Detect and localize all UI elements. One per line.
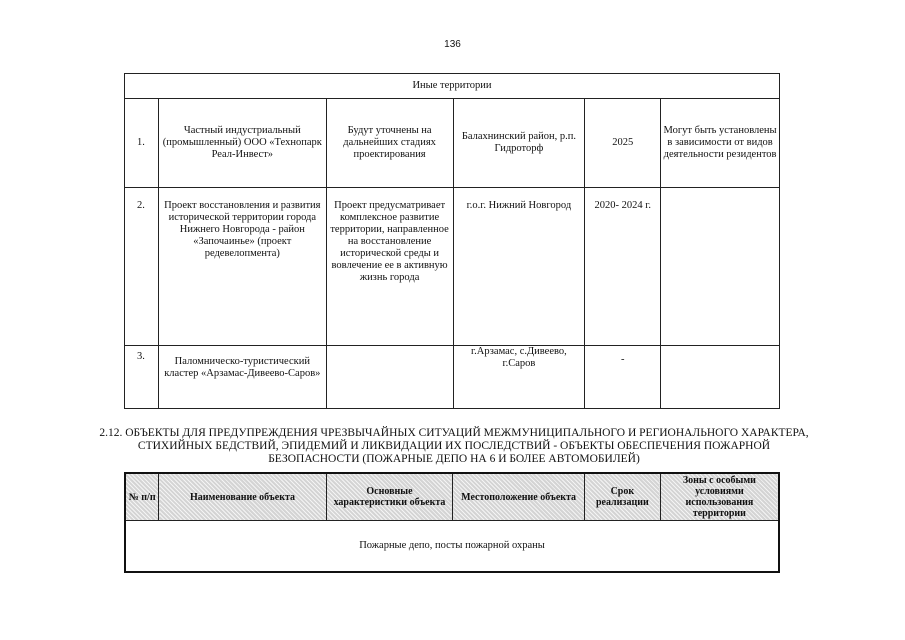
implementation-term: 2025	[585, 99, 661, 188]
table-row	[125, 99, 780, 188]
table-row	[125, 521, 779, 573]
row-number: 1.	[125, 99, 159, 188]
object-characteristics: Будут уточнены на дальнейших стадиях проектирования	[326, 99, 453, 188]
header-special-zones: Зоны с особыми условиями использования территории	[660, 473, 779, 521]
section-header-other-territories: Иные территории	[125, 74, 780, 99]
header-location: Местоположение объекта	[453, 473, 585, 521]
implementation-term: -	[585, 346, 661, 409]
object-characteristics	[326, 346, 453, 409]
special-zones	[661, 346, 780, 409]
row-number: 3.	[125, 346, 159, 409]
header-number: № п/п	[125, 473, 159, 521]
table-section-row	[125, 74, 780, 99]
object-characteristics: Проект предусматривает комплексное развитие территории, направленное на восстановление исторической среды и вовлечение ее в активную жизнь города	[326, 188, 453, 346]
table-header-row	[125, 473, 779, 521]
header-characteristics: Основные характеристики объекта	[326, 473, 453, 521]
category-fire-stations: Пожарные депо, посты пожарной охраны	[125, 521, 779, 573]
header-term: Срок реализации	[584, 473, 660, 521]
object-name: Паломническо-туристический кластер «Арзамас-Дивеево-Саров»	[158, 346, 326, 409]
page-number: 136	[444, 39, 461, 50]
header-object-name: Наименование объекта	[159, 473, 326, 521]
special-zones: Могут быть установлены в зависимости от видов деятельности резидентов	[661, 99, 780, 188]
objects-table-continued	[124, 73, 780, 409]
special-zones	[661, 188, 780, 346]
implementation-term: 2020- 2024 г.	[585, 188, 661, 346]
fire-safety-objects-table	[124, 472, 780, 573]
object-location: г.Арзамас, с.Дивеево, г.Саров	[453, 346, 585, 409]
object-location: Балахнинский район, р.п. Гидроторф	[453, 99, 585, 188]
object-name: Проект восстановления и развития исторической территории города Нижнего Новгорода - район «Започаинье» (проект редевелопмента)	[158, 188, 326, 346]
table-row	[125, 346, 780, 409]
object-location: г.о.г. Нижний Новгород	[453, 188, 585, 346]
section-heading: 2.12. ОБЪЕКТЫ ДЛЯ ПРЕДУПРЕЖДЕНИЯ ЧРЕЗВЫЧАЙНЫХ СИТУАЦИЙ МЕЖМУНИЦИПАЛЬНОГО И РЕГИОНАЛЬНОГО ХАРАКТЕРА, СТИХИЙНЫХ БЕДСТВИЙ, ЭПИДЕМИЙ И ЛИКВИДАЦИИ ИХ ПОСЛЕДСТВИЙ - ОБЪЕКТЫ ОБЕСПЕЧЕНИЯ ПОЖАРНОЙ БЕЗОПАСНОСТИ (ПОЖАРНЫЕ ДЕПО НА 6 И БОЛЕЕ АВТОМОБИЛЕЙ)	[99, 427, 809, 465]
row-number: 2.	[125, 188, 159, 346]
table-row	[125, 188, 780, 346]
object-name: Частный индустриальный (промышленный) ООО «Технопарк Реал-Инвест»	[158, 99, 326, 188]
